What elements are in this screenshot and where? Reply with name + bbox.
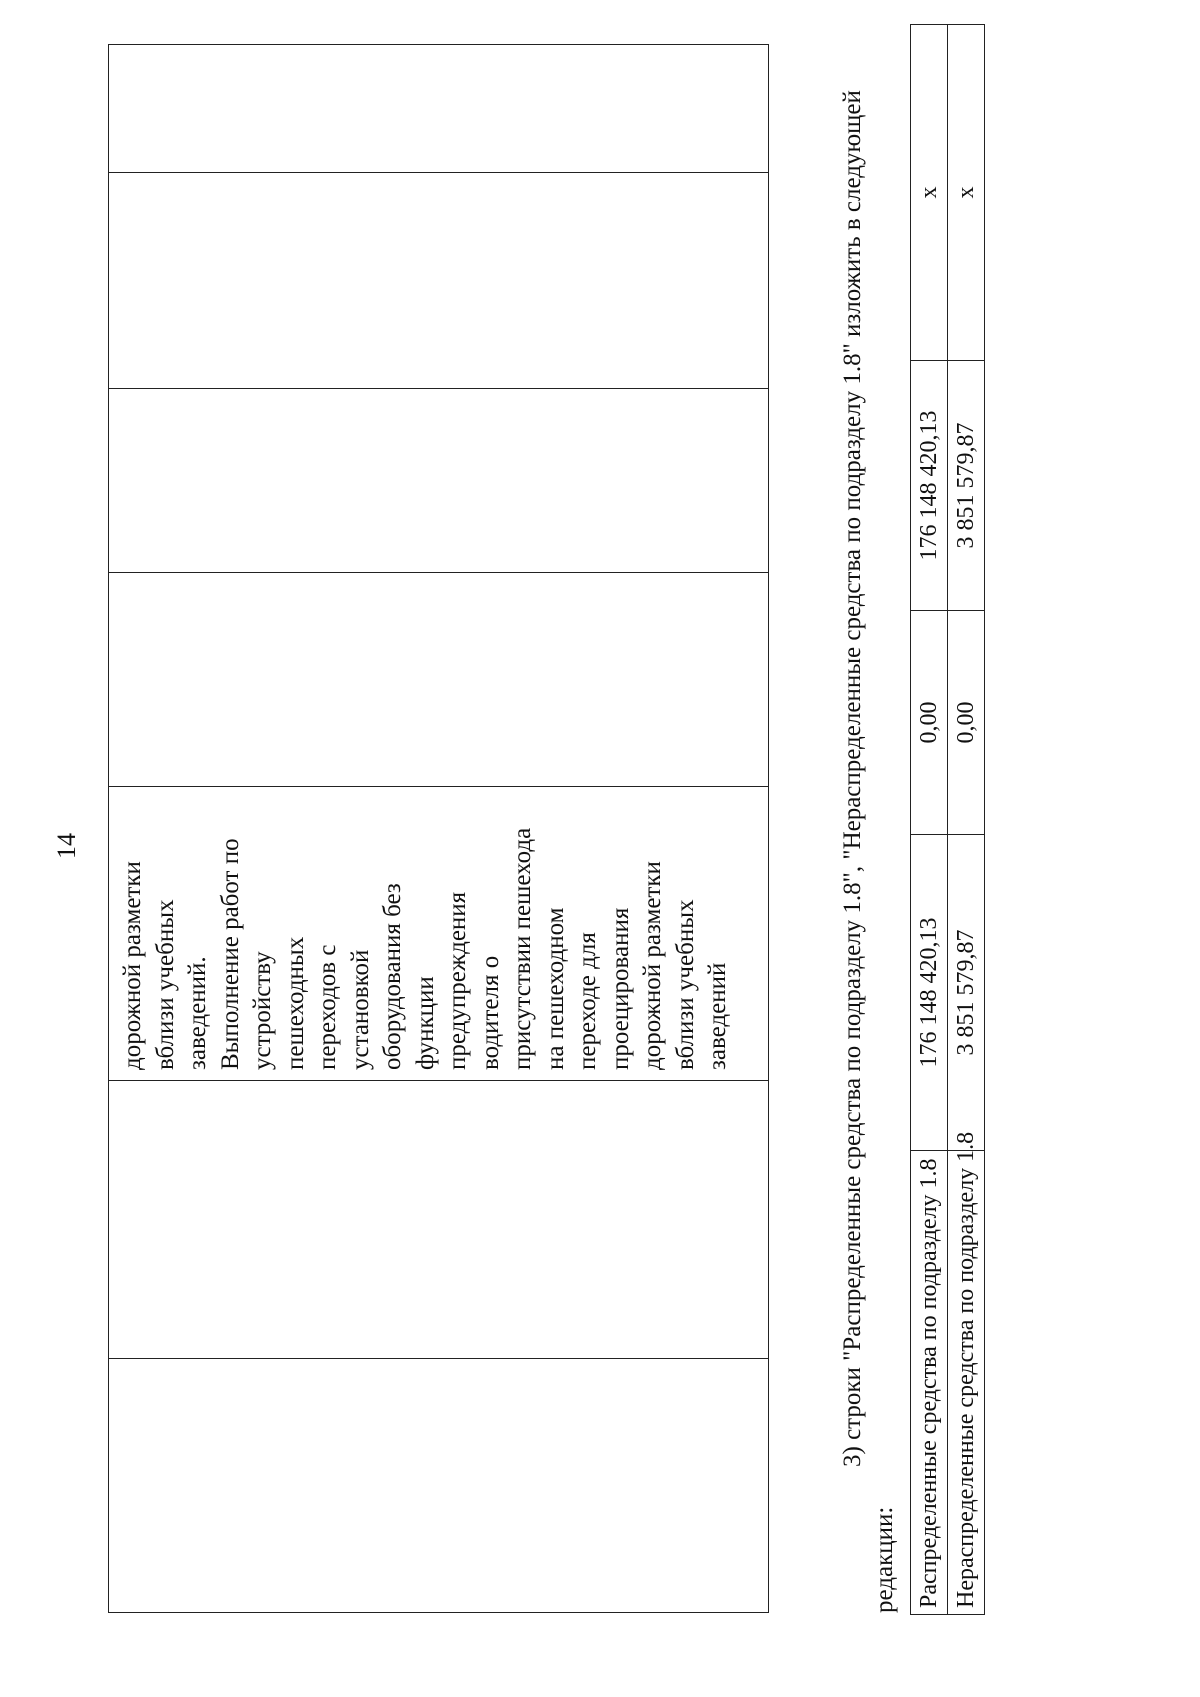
table-cell-description: дорожной разметки вблизи учебных заведений. Выполнение работ по устройству пешеходных переходов с установкой оборудования без функции предупреждения водителя о присутствии пешехода на пешеходном переходе для проецирования дорожной разметки вблизи учебных заведений (109, 787, 769, 1081)
table-cell (109, 389, 769, 573)
value-cell: 3 851 579,87 (948, 361, 985, 611)
continuation-table (108, 44, 769, 1613)
value-cell: 0,00 (948, 611, 985, 835)
value-cell: 3 851 579,87 (948, 835, 985, 1151)
value-cell: x (911, 25, 948, 361)
value-cell: 176 148 420,13 (911, 361, 948, 611)
table-row (948, 25, 985, 1615)
row-label: Распределенные средства по подразделу 1.8 (911, 1151, 948, 1615)
row-label: Нераспределенные средства по подразделу 1.8 (948, 1151, 985, 1615)
table-cell (109, 573, 769, 787)
table-cell (109, 45, 769, 173)
table-cell (109, 1359, 769, 1613)
value-cell: 0,00 (911, 611, 948, 835)
table-cell (109, 1081, 769, 1359)
amendment-table (910, 24, 985, 1615)
table-row (109, 45, 769, 1613)
value-cell: x (948, 25, 985, 361)
value-cell: 176 148 420,13 (911, 835, 948, 1151)
table-cell (109, 173, 769, 389)
amendment-paragraph: 3) строки "Распределенные средства по подразделу 1.8", "Нераспределенные средства по подразделу 1.8" изложить в следующей редакции: (839, 90, 898, 1613)
table-row (911, 25, 948, 1615)
page-number: 14 (52, 833, 81, 859)
